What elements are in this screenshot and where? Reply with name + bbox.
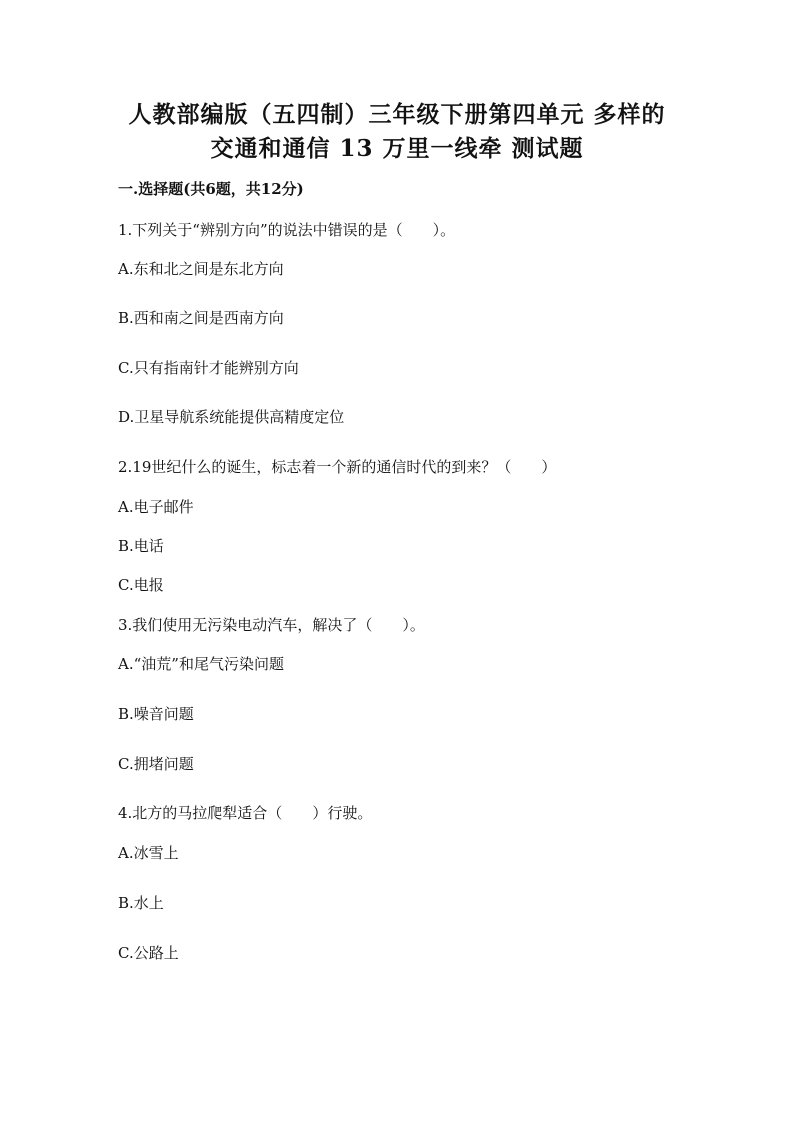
question-4-stem: 4.北方的马拉爬犁适合（ ）行驶。 [118,804,373,822]
question-2-option-c: C.电报 [118,576,164,594]
section-heading: 一.选择题(共6题，共12分) [118,180,304,198]
question-1-stem: 1.下列关于“辨别方向”的说法中错误的是（ ）。 [118,221,456,239]
question-1-option-b: B.西和南之间是西南方向 [118,309,284,327]
question-2-option-b: B.电话 [118,537,164,555]
question-3-stem: 3.我们使用无污染电动汽车，解决了（ ）。 [118,616,425,634]
question-2-stem: 2.19世纪什么的诞生，标志着一个新的通信时代的到来？（ ） [118,458,557,476]
question-4-option-c: C.公路上 [118,944,179,962]
document-title-line-1: 人教部编版（五四制）三年级下册第四单元 多样的 [128,101,666,128]
question-3-option-c: C.拥堵问题 [118,755,194,773]
document-title-line-2: 交通和通信 13 万里一线牵 测试题 [210,135,584,162]
question-2-option-a: A.电子邮件 [118,498,194,516]
question-1-option-a: A.东和北之间是东北方向 [118,260,284,278]
question-1-option-c: C.只有指南针才能辨别方向 [118,359,299,377]
question-4-option-a: A.冰雪上 [118,844,179,862]
question-3-option-b: B.噪音问题 [118,705,194,723]
question-3-option-a: A.“油荒”和尾气污染问题 [118,655,284,673]
question-4-option-b: B.水上 [118,894,164,912]
question-1-option-d: D.卫星导航系统能提供高精度定位 [118,408,345,426]
